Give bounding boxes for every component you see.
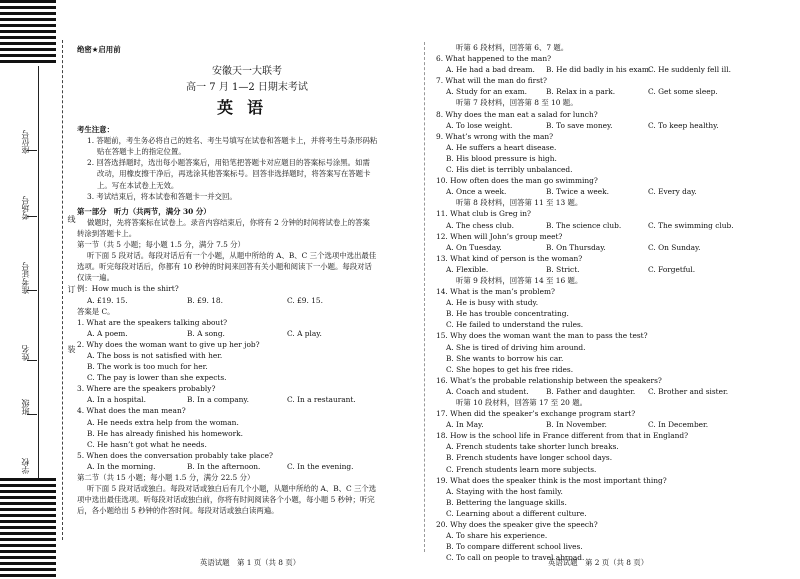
- binding-tick: [27, 150, 37, 151]
- option: B. The science club.: [546, 220, 622, 230]
- question-16: 16. What’s the probable relationship between the speakers?: [436, 375, 662, 385]
- binding-label-school: 学校: [21, 458, 30, 474]
- question-17: 17. When did the speaker’s exchange program start?: [436, 409, 636, 419]
- option: C. She hopes to get his free rides.: [446, 364, 574, 374]
- binding-word-bind: 装: [67, 345, 76, 353]
- option: C. A play.: [287, 328, 322, 338]
- option: B. Relax in a park.: [546, 87, 616, 97]
- option: A. To lose weight.: [446, 120, 513, 130]
- option: B. In November.: [546, 420, 607, 430]
- binding-line: [38, 66, 39, 478]
- notice-line: 3. 考试结束后，将本试卷和答题卡一并交回。: [87, 191, 237, 201]
- notice-line: 贴在答题卡上的指定位置。: [97, 147, 186, 157]
- option: B. To save money.: [546, 120, 613, 130]
- instruction-line: 项中选出最佳选项。听每段对话或独白前，你将有时间阅读各个小题，每小题 5 秒钟；听完: [77, 495, 375, 505]
- binding-label-class: 班级: [21, 399, 30, 415]
- option: C. Forgetful.: [648, 264, 696, 274]
- option: C. He hasn’t got what he needs.: [87, 439, 207, 449]
- section-heading: 第二节（共 15 小题；每小题 1.5 分，满分 22.5 分）: [77, 473, 255, 482]
- option: C. His diet is terribly unbalanced.: [446, 165, 573, 175]
- binding-label-seat: 座位号: [21, 130, 30, 154]
- option: B. In the afternoon.: [187, 461, 261, 471]
- option: C. Learning about a different culture.: [446, 508, 587, 518]
- page-2: [436, 42, 796, 563]
- question-6-options: [436, 64, 796, 75]
- instruction-line: 听下面 5 段对话或独白。每段对话或独白后有几个小题，从题中所给的 A、B、C 三个选: [87, 484, 377, 494]
- binding-word-order: 订: [67, 285, 76, 293]
- option: A. He is busy with study.: [446, 298, 539, 308]
- option: B. On Thursday.: [546, 242, 606, 252]
- option: B. His blood pressure is high.: [446, 153, 557, 163]
- column-divider: [424, 42, 425, 552]
- question-8-options: [436, 120, 796, 131]
- option: B. Strict.: [546, 264, 580, 274]
- binding-label-room: 考场号: [21, 196, 30, 220]
- option: A. Flexible.: [446, 264, 489, 274]
- option: C. He suddenly fell ill.: [648, 65, 731, 75]
- example-answer: 答案是 C。: [77, 306, 115, 316]
- segment-heading: 听第 9 段材料，回答第 14 至 16 题。: [456, 275, 583, 285]
- page-1: [77, 44, 417, 516]
- option: C. To call on people to travel abroad.: [446, 553, 585, 563]
- section-heading: 第一节（共 5 小题；每小题 1.5 分，满分 7.5 分）: [77, 240, 245, 250]
- option: A. She is tired of driving him around.: [446, 342, 586, 352]
- segment-heading: 听第 10 段材料，回答第 17 至 20 题。: [456, 398, 587, 407]
- question-9: 9. What’s wrong with the man?: [436, 131, 554, 141]
- instruction-line: 后，各小题给出 5 秒钟的作答时间。每段对话或独白读两遍。: [77, 506, 279, 516]
- question-4: 4. What does the man mean?: [77, 406, 186, 416]
- option: A. Coach and student.: [446, 386, 529, 396]
- binding-tick: [27, 290, 37, 291]
- question-18: 18. How is the school life in France different from that in England?: [436, 431, 689, 441]
- question-12: 12. When will John’s group meet?: [436, 231, 563, 241]
- question-17-options: [436, 419, 796, 430]
- question-13: 13. What kind of person is the woman?: [436, 253, 583, 263]
- option: A. A poem.: [87, 328, 128, 338]
- exam-org: 安徽天一大联考: [212, 66, 282, 78]
- option: A. Staying with the host family.: [446, 486, 563, 496]
- question-10: 10. How often does the man go swimming?: [436, 176, 598, 186]
- option: B. He has already finished his homework.: [87, 428, 243, 438]
- binding-stripes-top: [0, 0, 56, 66]
- option: A. To share his experience.: [446, 531, 548, 541]
- question-3-options: [77, 394, 417, 405]
- option: A. In a hospital.: [87, 395, 147, 405]
- instruction-line: 听下面 5 段对话。每段对话后有一个小题，从题中所给的 A、B、C 三个选项中选出最佳: [87, 251, 377, 261]
- part-heading: 第一部分 听力（共两节，满分 30 分）: [77, 206, 211, 216]
- option: C. To keep healthy.: [648, 120, 719, 130]
- question-10-options: [436, 186, 796, 197]
- notice-line: 改动，用橡皮擦干净后，再选涂其他答案标号。回答非选择题时，将答案写在答题卡: [97, 169, 371, 179]
- option: B. The work is too much for her.: [87, 362, 208, 372]
- option: C. In a restaurant.: [287, 395, 356, 405]
- question-12-options: [436, 242, 796, 253]
- question-15: 15. Why does the woman want the man to pass the test?: [436, 331, 648, 341]
- option: A. Study for an exam.: [446, 87, 527, 97]
- option: C. On Sunday.: [648, 242, 701, 252]
- option: B. She wants to borrow his car.: [446, 353, 564, 363]
- question-2: 2. Why does the woman want to give up her job?: [77, 339, 260, 349]
- option: B. A song.: [187, 328, 225, 338]
- segment-heading: 听第 7 段材料，回答第 8 至 10 题。: [456, 98, 578, 108]
- option: A. In May.: [446, 420, 484, 430]
- option: C. £9. 15.: [287, 295, 323, 305]
- option: C. The pay is lower than she expects.: [87, 373, 227, 383]
- notice-line: 1. 答题前，考生务必将自己的姓名、考生号填写在试卷和答题卡上，并将考生号条形码粘: [87, 136, 378, 146]
- option: B. He has trouble concentrating.: [446, 309, 569, 319]
- option: A. He suffers a heart disease.: [446, 142, 557, 152]
- question-8: 8. Why does the man eat a salad for lunch?: [436, 109, 598, 119]
- question-11: 11. What club is Greg in?: [436, 209, 532, 219]
- binding-stripes-bottom: [0, 478, 56, 579]
- option: C. Every day.: [648, 187, 697, 197]
- option: C. Get some sleep.: [648, 87, 718, 97]
- option: B. £9. 18.: [187, 295, 223, 305]
- question-1-options: [77, 328, 417, 339]
- page-footer-2: 英语试题 第 2 页（共 8 页）: [548, 558, 649, 567]
- segment-heading: 听第 8 段材料，回答第 11 至 13 题。: [456, 198, 583, 208]
- option: C. French students learn more subjects.: [446, 464, 597, 474]
- instruction-line: 仅读一遍。: [77, 273, 114, 283]
- exam-name: 高一 7 月 1—2 日期末考试: [186, 82, 308, 94]
- question-16-options: [436, 386, 796, 397]
- binding-label-name: 姓名: [21, 345, 30, 361]
- option: C. The swimming club.: [648, 220, 734, 230]
- page-footer-1: 英语试题 第 1 页（共 8 页）: [200, 558, 301, 567]
- binding-tick: [27, 360, 37, 361]
- option: B. Twice a week.: [546, 187, 610, 197]
- option: B. Father and daughter.: [546, 386, 636, 396]
- notice-line: 上。写在本试卷上无效。: [97, 180, 179, 190]
- question-6: 6. What happened to the man?: [436, 54, 552, 64]
- segment-heading: 听第 6 段材料，回答第 6、7 题。: [456, 43, 569, 52]
- question-13-options: [436, 264, 796, 275]
- question-11-options: [436, 220, 796, 231]
- option: A. On Tuesday.: [446, 242, 502, 252]
- subject-title: 英语: [216, 98, 277, 118]
- option: B. In a company.: [187, 395, 249, 405]
- option: A. The boss is not satisfied with her.: [87, 350, 223, 360]
- option: A. He needs extra help from the woman.: [87, 417, 239, 427]
- example-options: [77, 295, 417, 306]
- instruction-line: 选项。听完每段对话后，你都有 10 秒钟的时间来回答有关小题和阅读下一小题。每段对话: [77, 262, 372, 272]
- question-1: 1. What are the speakers talking about?: [77, 317, 228, 327]
- option: B. French students have longer school days.: [446, 453, 613, 463]
- binding-label-examno: 准考证号: [21, 262, 30, 294]
- option: A. In the morning.: [87, 461, 156, 471]
- option: C. In the evening.: [287, 461, 354, 471]
- binding-tick: [27, 216, 37, 217]
- notice-heading: 考生注意：: [77, 125, 114, 135]
- question-7-options: [436, 86, 796, 97]
- option: B. Bettering the language skills.: [446, 497, 567, 507]
- question-14: 14. What is the man’s problem?: [436, 287, 555, 297]
- question-5-options: [77, 461, 417, 472]
- option: A. The chess club.: [446, 220, 514, 230]
- option: A. He had a bad dream.: [446, 65, 535, 75]
- option: A. Once a week.: [446, 187, 507, 197]
- option: C. He failed to understand the rules.: [446, 320, 584, 330]
- instruction-line: 做题时，先将答案标在试卷上。录音内容结束后，你将有 2 分钟的时间将试卷上的答案: [87, 217, 370, 227]
- option: A. French students take shorter lunch breaks.: [446, 442, 619, 452]
- question-3: 3. Where are the speakers probably?: [77, 384, 216, 394]
- option: B. He did badly in his exam.: [546, 65, 652, 75]
- notice-line: 2. 回答选择题时，选出每小题答案后，用铅笔把答题卡对应题目的答案标号涂黑。如需: [87, 158, 370, 168]
- option: A. £19. 15.: [87, 295, 128, 305]
- question-5: 5. When does the conversation probably take place?: [77, 450, 273, 460]
- question-19: 19. What does the speaker think is the most important thing?: [436, 475, 667, 485]
- question-20: 20. Why does the speaker give the speech?: [436, 520, 598, 530]
- example-question: 例：How much is the shirt?: [77, 284, 179, 294]
- secret-mark: 绝密★启用前: [77, 45, 121, 54]
- binding-dashed-line: [62, 40, 63, 540]
- binding-tick: [27, 414, 37, 415]
- option: C. In December.: [648, 420, 709, 430]
- instruction-line: 转涂到答题卡上。: [77, 228, 137, 238]
- option: C. Brother and sister.: [648, 386, 729, 396]
- option: B. To compare different school lives.: [446, 542, 583, 552]
- question-7: 7. What will the man do first?: [436, 76, 547, 86]
- binding-word-line: 线: [67, 215, 76, 223]
